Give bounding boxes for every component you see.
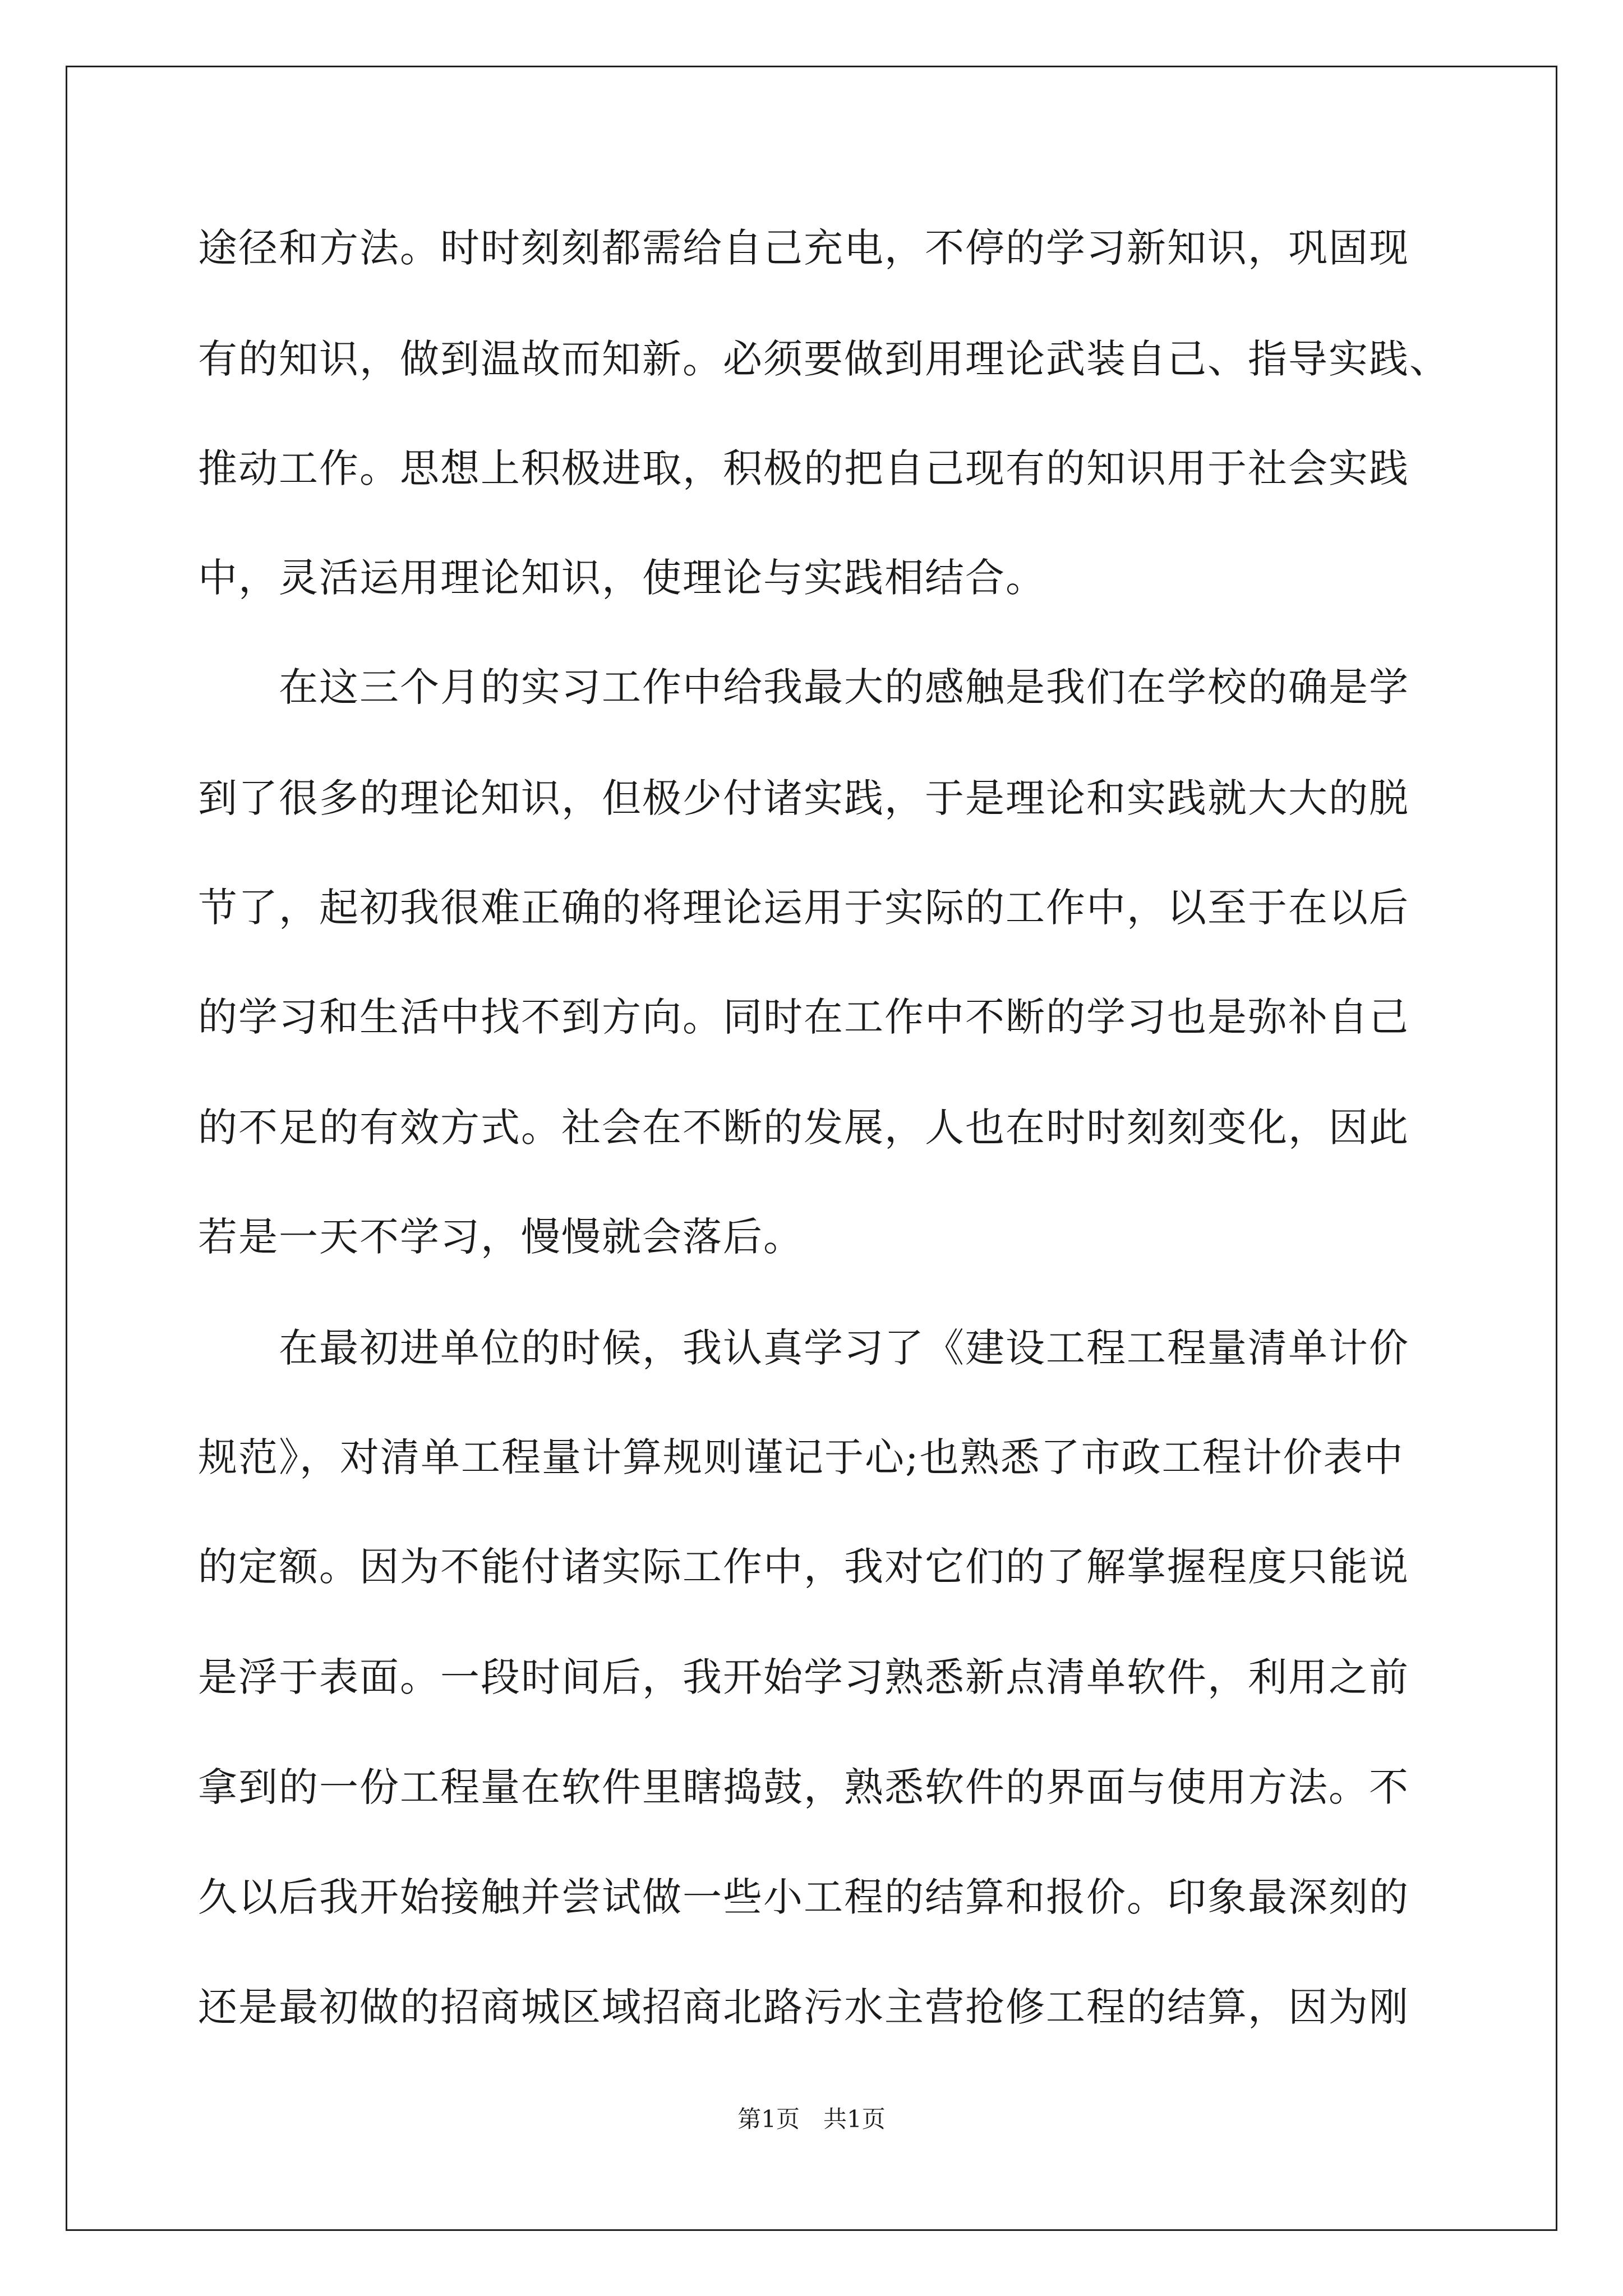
body-text-line: 途径和方法。时时刻刻都需给自己充电，不停的学习新知识，巩固现: [198, 225, 1409, 271]
body-text-line: 的学习和生活中找不到方向。同时在工作中不断的学习也是弥补自己: [198, 994, 1409, 1040]
body-text-line: 久以后我开始接触并尝试做一些小工程的结算和报价。印象最深刻的: [198, 1874, 1409, 1920]
body-text-line: 若是一天不学习，慢慢就会落后。: [198, 1214, 804, 1260]
body-text-line: 还是最初做的招商城区域招商北路污水主营抢修工程的结算，因为刚: [198, 1984, 1409, 2030]
body-text-line: 推动工作。思想上积极进取，积极的把自己现有的知识用于社会实践: [198, 445, 1409, 491]
body-text-line: 的定额。因为不能付诸实际工作中，我对它们的了解掌握程度只能说: [198, 1544, 1409, 1590]
body-text-line: 的不足的有效方式。社会在不断的发展，人也在时时刻刻变化，因此: [198, 1105, 1409, 1151]
paragraph-first-line: 在这三个月的实习工作中给我最大的感触是我们在学校的确是学: [198, 664, 1409, 710]
body-text-line: 中，灵活运用理论知识，使理论与实践相结合。: [198, 555, 1046, 601]
body-text-line: 是浮于表面。一段时间后，我开始学习熟悉新点清单软件，利用之前: [198, 1654, 1409, 1700]
body-text-line: 规范》，对清单工程量计算规则谨记于心;也熟悉了市政工程计价表中: [198, 1434, 1404, 1480]
body-text-line: 节了，起初我很难正确的将理论运用于实际的工作中，以至于在以后: [198, 885, 1409, 931]
body-text-line: 到了很多的理论知识，但极少付诸实践，于是理论和实践就大大的脱: [198, 775, 1409, 821]
page-number-footer: 第1页 共1页: [737, 2105, 886, 2133]
paragraph-first-line: 在最初进单位的时候，我认真学习了《建设工程工程量清单计价: [198, 1325, 1409, 1371]
body-text-line: 拿到的一份工程量在软件里瞎捣鼓，熟悉软件的界面与使用方法。不: [198, 1764, 1409, 1810]
body-text-line: 有的知识，做到温故而知新。必须要做到用理论武装自己、指导实践、: [198, 336, 1450, 382]
